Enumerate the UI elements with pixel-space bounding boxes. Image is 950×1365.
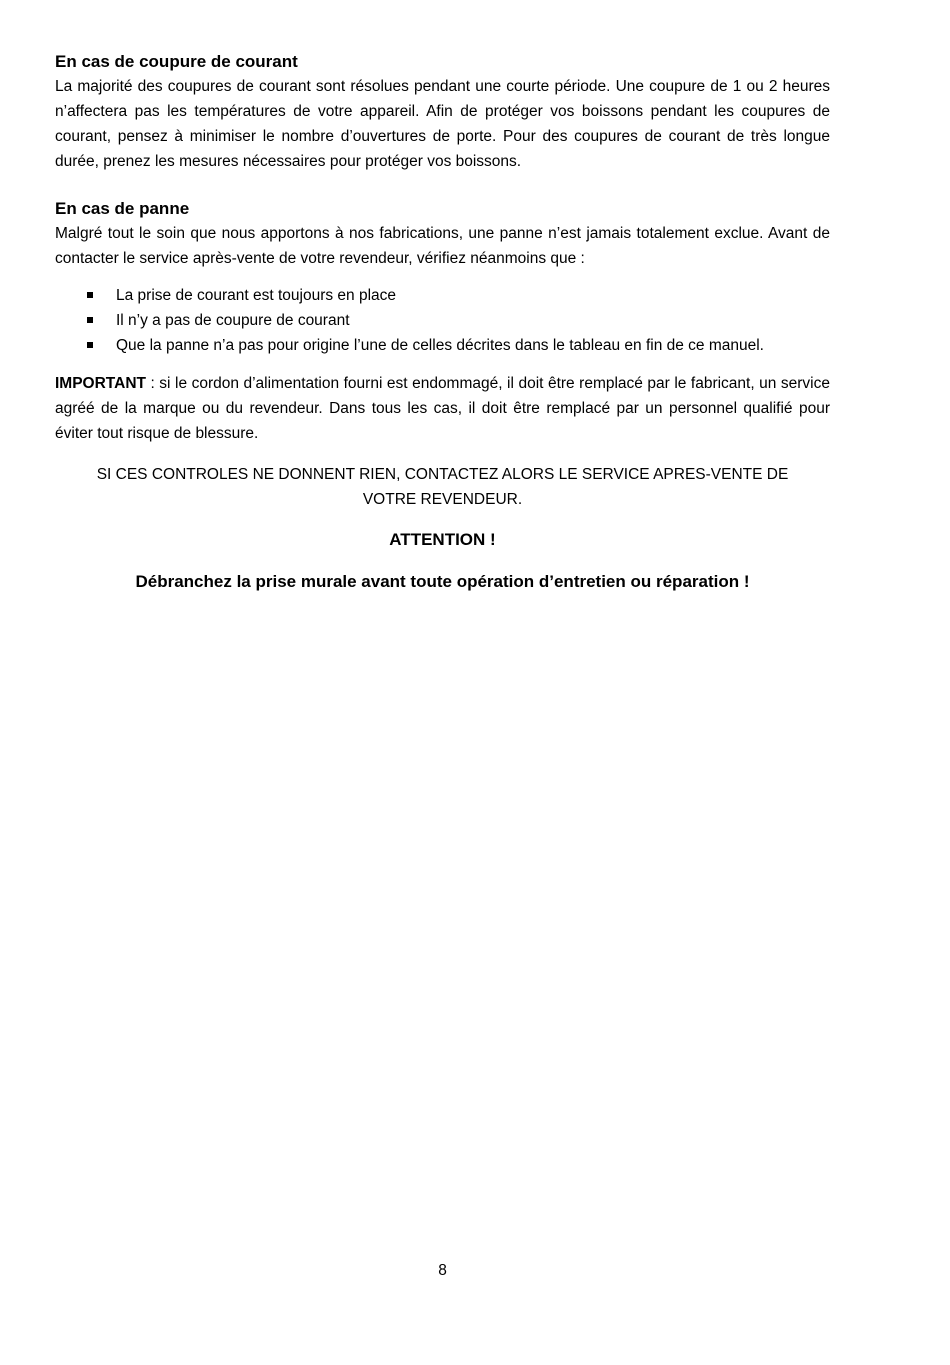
breakdown-heading: En cas de panne: [55, 199, 190, 218]
power-outage-heading: En cas de coupure de courant: [55, 52, 298, 71]
important-notice: [55, 371, 830, 446]
breakdown-section: [55, 196, 830, 358]
list-item-text: Il n’y a pas de coupure de courant: [116, 312, 350, 329]
important-text: : si le cordon d’alimentation fourni est endommagé, il doit être remplacé par le fabricant, un service agréé de la marque ou du revendeur. Dans tous les cas, il doit être remplacé par un personnel qualifié pour éviter tout risque de blessure.: [55, 375, 830, 442]
contact-notice: SI CES CONTROLES NE DONNENT RIEN, CONTACTEZ ALORS LE SERVICE APRES-VENTE DE VOTRE REVENDEUR.: [96, 465, 789, 508]
page-number: 8: [438, 1262, 447, 1279]
important-label: IMPORTANT: [55, 375, 146, 392]
list-item: [55, 308, 830, 333]
list-item-text: Que la panne n’a pas pour origine l’une de celles décrites dans le tableau en fin de ce manuel.: [116, 337, 764, 354]
power-outage-paragraph: La majorité des coupures de courant sont résolues pendant une courte période. Une coupure de 1 ou 2 heures n’affectera pas les températures de votre appareil. Afin de protéger vos boissons pendant les coupures de courant, pensez à minimiser le nombre d’ouvertures de porte. Pour des coupures de courant de très longue durée, prenez les mesures nécessaires pour protéger vos boissons.: [55, 78, 830, 170]
attention-warning: Débranchez la prise murale avant toute opération d’entretien ou réparation !: [135, 572, 750, 591]
list-item: [55, 333, 830, 358]
list-item-text: La prise de courant est toujours en place: [116, 287, 397, 304]
square-bullet-icon: [87, 292, 93, 298]
square-bullet-icon: [87, 317, 93, 323]
square-bullet-icon: [87, 342, 93, 348]
list-item: [55, 283, 830, 308]
breakdown-paragraph: Malgré tout le soin que nous apportons à nos fabrications, une panne n’est jamais totalement exclue. Avant de contacter le service après-vente de votre revendeur, vérifiez néanmoins que :: [55, 225, 830, 267]
document-page: [55, 49, 830, 611]
checklist: [55, 283, 830, 358]
attention-title: ATTENTION !: [389, 530, 496, 549]
